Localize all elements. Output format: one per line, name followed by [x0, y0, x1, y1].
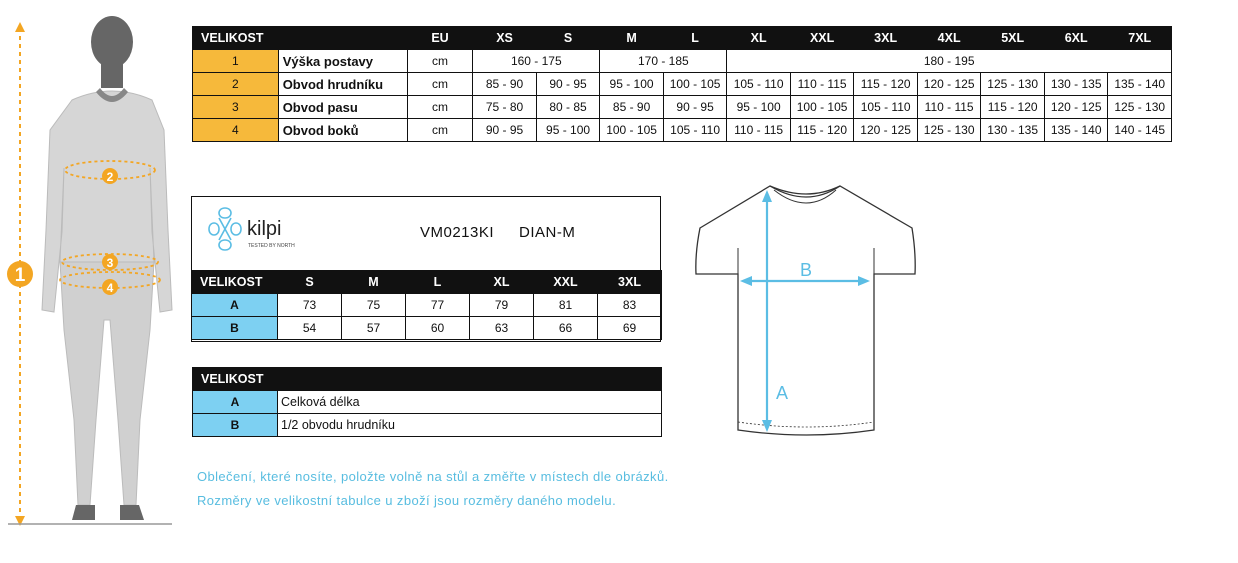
header-size: 4XL	[917, 27, 981, 50]
svg-text:2: 2	[106, 170, 114, 184]
table-cell: 160 - 175	[473, 50, 600, 73]
header-size: L	[663, 27, 727, 50]
table-cell: 120 - 125	[1044, 96, 1108, 119]
header-velikost: VELIKOST	[193, 27, 408, 50]
table-cell: 120 - 125	[854, 119, 918, 142]
row-label: Obvod pasu	[278, 96, 407, 119]
row-number: 2	[193, 73, 279, 96]
header-size: S	[536, 27, 600, 50]
row-key: A	[193, 391, 278, 414]
table-row	[192, 294, 662, 317]
table-cell: 125 - 130	[917, 119, 981, 142]
row-description: Celková délka	[278, 391, 662, 414]
table-cell: 90 - 95	[536, 73, 600, 96]
table-row	[193, 96, 1172, 119]
logo-tagline: TESTED BY NORTH	[248, 243, 295, 249]
svg-text:1: 1	[14, 265, 26, 286]
header-size: XL	[470, 271, 534, 294]
table-cell: 120 - 125	[917, 73, 981, 96]
table-cell: 135 - 140	[1044, 119, 1108, 142]
legend-header: VELIKOST	[193, 368, 662, 391]
table-cell: 105 - 110	[727, 73, 791, 96]
table-cell: 57	[342, 317, 406, 340]
table-row	[193, 119, 1172, 142]
tshirt-diagram	[690, 178, 925, 440]
marker-1	[7, 261, 33, 287]
table-cell: 69	[598, 317, 662, 340]
marker-3	[102, 254, 118, 270]
table-cell: 110 - 115	[790, 73, 854, 96]
row-description: 1/2 obvodu hrudníku	[278, 414, 662, 437]
header-size: 7XL	[1108, 27, 1172, 50]
row-label: Obvod hrudníku	[278, 73, 407, 96]
header-size: M	[342, 271, 406, 294]
header-size: 5XL	[981, 27, 1045, 50]
row-unit: cm	[407, 119, 473, 142]
table-cell: 79	[470, 294, 534, 317]
table-row	[192, 317, 662, 340]
marker-2	[102, 168, 118, 184]
kilpi-logo	[205, 204, 315, 254]
table-cell: 100 - 105	[600, 119, 664, 142]
table-cell: 77	[406, 294, 470, 317]
product-size-table	[191, 270, 662, 340]
table-cell: 115 - 120	[790, 119, 854, 142]
header-eu: EU	[407, 27, 473, 50]
product-code: VM0213KI	[420, 224, 495, 241]
table-cell: 63	[470, 317, 534, 340]
legend-header-row	[193, 368, 662, 391]
table-cell: 73	[278, 294, 342, 317]
logo-text: kilpi	[247, 218, 282, 240]
row-unit: cm	[407, 96, 473, 119]
table-cell: 90 - 95	[473, 119, 537, 142]
table-cell: 135 - 140	[1108, 73, 1172, 96]
table-cell: 95 - 100	[536, 119, 600, 142]
table-cell: 170 - 185	[600, 50, 727, 73]
table-cell: 110 - 115	[727, 119, 791, 142]
header-size: 3XL	[598, 271, 662, 294]
table-row	[193, 414, 662, 437]
table-cell: 66	[534, 317, 598, 340]
svg-text:4: 4	[106, 281, 114, 295]
header-size: XL	[727, 27, 791, 50]
table-cell: 180 - 195	[727, 50, 1172, 73]
label-a: A	[776, 383, 789, 403]
table-row	[193, 73, 1172, 96]
body-measurement-figure	[0, 0, 185, 540]
table-cell: 80 - 85	[536, 96, 600, 119]
row-unit: cm	[407, 73, 473, 96]
table-cell: 95 - 100	[727, 96, 791, 119]
row-key: B	[193, 414, 278, 437]
product-table-header-row	[192, 271, 662, 294]
header-size: XXL	[790, 27, 854, 50]
table-cell: 100 - 105	[663, 73, 727, 96]
table-cell: 125 - 130	[1108, 96, 1172, 119]
table-cell: 115 - 120	[854, 73, 918, 96]
table-cell: 125 - 130	[981, 73, 1045, 96]
svg-text:3: 3	[106, 256, 114, 270]
row-number: 4	[193, 119, 279, 142]
row-key: B	[192, 317, 278, 340]
header-size: XXL	[534, 271, 598, 294]
table-cell: 130 - 135	[981, 119, 1045, 142]
marker-4	[102, 279, 118, 295]
product-name: DIAN-M	[519, 224, 576, 241]
header-size: XS	[473, 27, 537, 50]
table-cell: 115 - 120	[981, 96, 1045, 119]
table-cell: 95 - 100	[600, 73, 664, 96]
measurement-legend-table	[192, 367, 662, 437]
size-chart-header-row	[193, 27, 1172, 50]
header-size: S	[278, 271, 342, 294]
table-cell: 75	[342, 294, 406, 317]
table-row	[193, 50, 1172, 73]
row-label: Obvod boků	[278, 119, 407, 142]
header-size: 3XL	[854, 27, 918, 50]
table-cell: 105 - 110	[854, 96, 918, 119]
table-cell: 54	[278, 317, 342, 340]
table-cell: 140 - 145	[1108, 119, 1172, 142]
table-cell: 90 - 95	[663, 96, 727, 119]
table-cell: 75 - 80	[473, 96, 537, 119]
header-velikost: VELIKOST	[192, 271, 278, 294]
table-cell: 85 - 90	[600, 96, 664, 119]
table-row	[193, 391, 662, 414]
table-cell: 60	[406, 317, 470, 340]
row-label: Výška postavy	[278, 50, 407, 73]
row-key: A	[192, 294, 278, 317]
table-cell: 81	[534, 294, 598, 317]
table-cell: 110 - 115	[917, 96, 981, 119]
size-chart-table	[192, 26, 1172, 142]
table-cell: 130 - 135	[1044, 73, 1108, 96]
note-model-dimensions: Rozměry ve velikostní tabulce u zboží jsou rozměry daného modelu.	[197, 493, 617, 508]
row-unit: cm	[407, 50, 473, 73]
table-cell: 85 - 90	[473, 73, 537, 96]
header-size: 6XL	[1044, 27, 1108, 50]
header-size: M	[600, 27, 664, 50]
label-b: B	[800, 260, 813, 280]
note-measure-instructions: Oblečení, které nosíte, položte volně na stůl a změřte v místech dle obrázků.	[197, 469, 669, 484]
table-cell: 100 - 105	[790, 96, 854, 119]
header-size: L	[406, 271, 470, 294]
row-number: 1	[193, 50, 279, 73]
table-cell: 83	[598, 294, 662, 317]
table-cell: 105 - 110	[663, 119, 727, 142]
row-number: 3	[193, 96, 279, 119]
